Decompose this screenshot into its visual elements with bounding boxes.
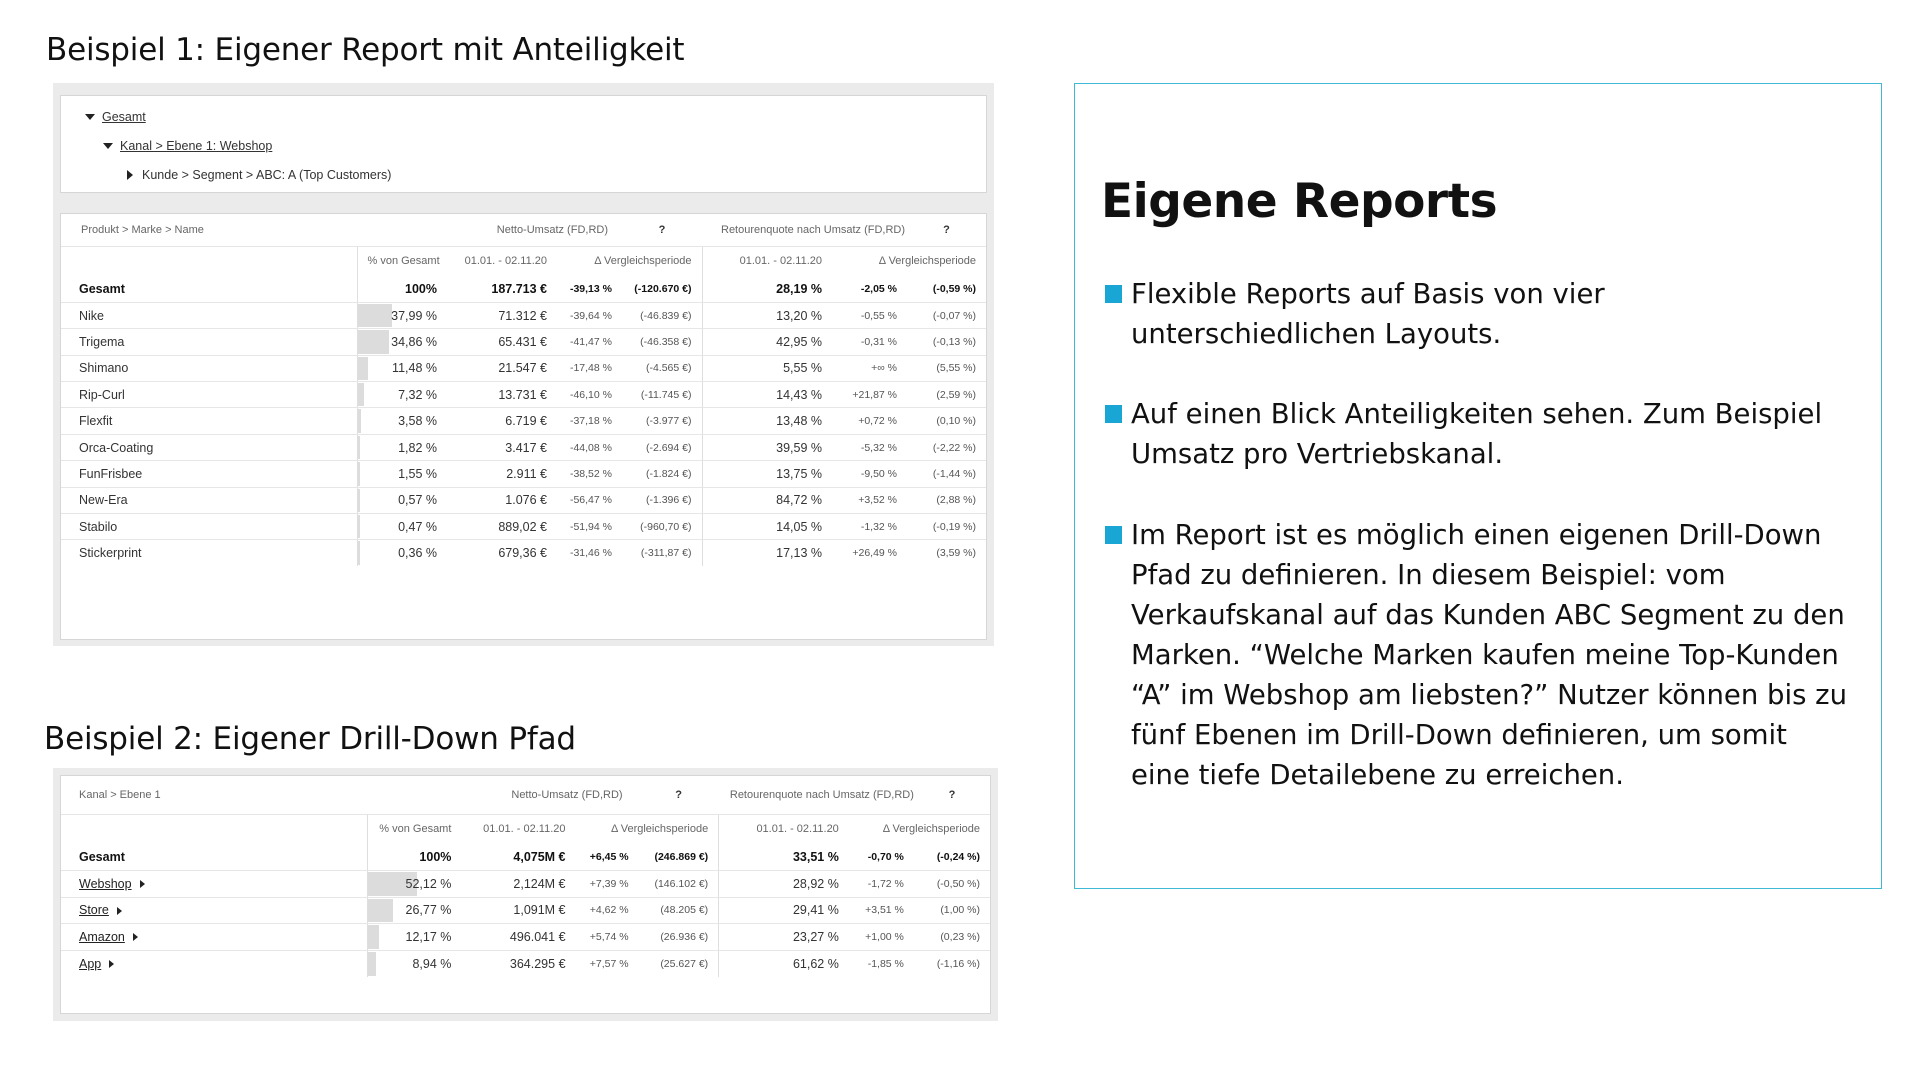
row-name: Stickerprint (79, 546, 142, 561)
return-rate: 28,19 % (702, 276, 832, 302)
rate-delta: -5,32 % (832, 434, 907, 460)
revenue-value: 3.417 € (447, 434, 557, 460)
info-bullet-3: Im Report ist es möglich einen eigenen Drill-Down Pfad zu definieren. In diesem Beispiel: vom Verkaufskanal auf das Kunden ABC Segment zu den Marken. “Welche Marken kaufen meine Top-Kunden “A” im Webshop am liebsten?” Nutzer können bis zu fünf Ebenen im Drill-Down definieren, um somit eine tiefe Detailebene zu erreichen. (1131, 515, 1851, 795)
help-icon[interactable]: ? (907, 214, 986, 246)
share-bar (358, 330, 389, 353)
rate-delta: +3,51 % (849, 897, 914, 924)
report-table-1 (60, 213, 987, 640)
delta-absolute: (-120.670 €) (622, 276, 702, 302)
revenue-value: 187.713 € (447, 276, 557, 302)
rate-delta: +1,00 % (849, 924, 914, 951)
rate-delta-absolute: (-0,13 %) (907, 329, 986, 355)
dimension-label: Kanal > Ebene 1 (61, 776, 367, 814)
return-rate: 13,75 % (702, 461, 832, 487)
table-row[interactable] (61, 434, 986, 460)
share-bar (358, 515, 360, 538)
table-row[interactable] (61, 924, 990, 951)
revenue-value: 71.312 € (447, 302, 557, 328)
table-header-metrics (61, 214, 986, 246)
dimension-label: Produkt > Marke > Name (61, 214, 357, 246)
rate-delta-absolute: (-2,22 %) (907, 434, 986, 460)
return-rate: 33,51 % (719, 844, 849, 871)
rate-delta: -0,55 % (832, 302, 907, 328)
return-rate: 61,62 % (719, 950, 849, 977)
row-name: Shimano (61, 355, 357, 381)
drilldown-breadcrumb (60, 95, 987, 193)
row-name[interactable]: Amazon (61, 924, 367, 951)
example2-screenshot (53, 768, 998, 1021)
rate-delta-absolute: (-0,19 %) (907, 514, 986, 540)
share-cell: 8,94 % (367, 950, 461, 977)
rate-delta-absolute: (2,59 %) (907, 382, 986, 408)
delta-percent: -56,47 % (557, 487, 622, 513)
share-cell: 37,99 % (357, 302, 447, 328)
share-cell: 0,47 % (357, 514, 447, 540)
share-bar (358, 489, 360, 512)
table-row[interactable] (61, 514, 986, 540)
delta-absolute: (146.102 €) (639, 871, 719, 898)
expand-down-icon (85, 114, 95, 120)
delta-percent: +6,45 % (576, 844, 639, 871)
share-bar (358, 436, 360, 459)
rate-delta: +21,87 % (832, 382, 907, 408)
example1-heading: Beispiel 1: Eigener Report mit Anteiligkeit (46, 32, 685, 68)
delta-percent: -46,10 % (557, 382, 622, 408)
col-delta: Δ Vergleichsperiode (594, 255, 692, 268)
return-rate: 13,48 % (702, 408, 832, 434)
rate-delta: -1,85 % (867, 957, 904, 970)
bullet-square-icon (1105, 405, 1122, 423)
col-share: % von Gesamt (367, 814, 461, 844)
delta-absolute: (-1.824 €) (622, 461, 702, 487)
row-name[interactable]: App (61, 950, 367, 977)
drill-down-arrow-icon[interactable] (140, 880, 145, 888)
delta-absolute: (48.205 €) (639, 897, 719, 924)
drill-down-arrow-icon[interactable] (133, 933, 138, 941)
row-name: Nike (61, 302, 357, 328)
expand-down-icon (103, 143, 113, 149)
delta-percent: -31,46 % (569, 547, 612, 560)
rate-delta-absolute: (3,59 %) (936, 547, 977, 560)
breadcrumb-level-1[interactable]: Kanal > Ebene 1: Webshop (103, 139, 272, 153)
return-rate: 42,95 % (702, 329, 832, 355)
table-row[interactable] (61, 329, 986, 355)
table-row[interactable] (61, 897, 990, 924)
row-name: Gesamt (61, 844, 367, 871)
revenue-value: 65.431 € (447, 329, 557, 355)
rate-delta-absolute: (0,23 %) (914, 924, 990, 951)
share-cell: 0,57 % (357, 487, 447, 513)
delta-absolute: (26.936 €) (639, 924, 719, 951)
share-cell: 100% (367, 844, 461, 871)
share-cell: 3,58 % (357, 408, 447, 434)
delta-absolute: (-2.694 €) (622, 434, 702, 460)
revenue-value: 1,091M € (461, 897, 575, 924)
bullet-square-icon (1105, 285, 1122, 303)
row-name: Flexfit (61, 408, 357, 434)
share-cell: 7,32 % (357, 382, 447, 408)
delta-percent: +7,39 % (576, 871, 639, 898)
return-rate: 84,72 % (702, 487, 832, 513)
info-bullet-1: Flexible Reports auf Basis von vier unterschiedlichen Layouts. (1131, 274, 1851, 354)
delta-absolute: (246.869 €) (639, 844, 719, 871)
col-period: 01.01. - 02.11.20 (702, 246, 832, 276)
delta-absolute: (-46.839 €) (622, 302, 702, 328)
delta-percent: -51,94 % (557, 514, 622, 540)
table-header-columns (61, 814, 990, 844)
return-rate: 28,92 % (719, 871, 849, 898)
rate-delta-absolute: (0,10 %) (907, 408, 986, 434)
bullet-square-icon (1105, 526, 1122, 544)
table-row[interactable] (61, 302, 986, 328)
return-rate: 14,05 % (702, 514, 832, 540)
delta-percent: +7,57 % (589, 957, 629, 970)
delta-percent: -38,52 % (557, 461, 622, 487)
row-name: Gesamt (61, 276, 357, 302)
example2-heading: Beispiel 2: Eigener Drill-Down Pfad (44, 721, 576, 757)
revenue-value: 6.719 € (447, 408, 557, 434)
metric-label-revenue: Netto-Umsatz (FD,RD) (367, 776, 638, 814)
share-cell: 34,86 % (357, 329, 447, 355)
share-bar (368, 952, 376, 976)
return-rate: 29,41 % (719, 897, 849, 924)
share-cell: 1,55 % (357, 461, 447, 487)
rate-delta: -0,70 % (849, 844, 914, 871)
table-row[interactable] (61, 355, 986, 381)
delta-percent: +5,74 % (576, 924, 639, 951)
share-cell: 100% (357, 276, 447, 302)
rate-delta-absolute: (2,88 %) (907, 487, 986, 513)
table-row[interactable] (61, 382, 986, 408)
share-cell: 0,36 % (357, 540, 447, 566)
rate-delta: +3,52 % (832, 487, 907, 513)
help-icon[interactable]: ? (914, 776, 990, 814)
rate-delta: -2,05 % (832, 276, 907, 302)
table-header-columns (61, 246, 986, 276)
rate-delta-absolute: (-0,24 %) (914, 844, 990, 871)
share-bar (358, 541, 360, 565)
delta-absolute: (-46.358 €) (622, 329, 702, 355)
col-delta: Δ Vergleichsperiode (878, 255, 977, 268)
col-period: 01.01. - 02.11.20 (464, 255, 547, 268)
breadcrumb-level-0[interactable]: Gesamt (85, 110, 146, 124)
revenue-value: 364.295 € (509, 956, 566, 971)
rate-delta-absolute: (-1,16 %) (936, 957, 980, 970)
breadcrumb-level-2[interactable]: Kunde > Segment > ABC: A (Top Customers) (127, 168, 391, 182)
table-row[interactable] (61, 950, 990, 977)
rate-delta-absolute: (5,55 %) (907, 355, 986, 381)
revenue-value: 1.076 € (447, 487, 557, 513)
col-period: 01.01. - 02.11.20 (719, 814, 849, 844)
metric-label-returns: Retourenquote nach Umsatz (FD,RD) (702, 214, 907, 246)
table-row[interactable] (61, 871, 990, 898)
delta-absolute: (-960,70 €) (622, 514, 702, 540)
rate-delta: -9,50 % (832, 461, 907, 487)
return-rate: 13,20 % (702, 302, 832, 328)
delta-absolute: (-1.396 €) (622, 487, 702, 513)
col-period: 01.01. - 02.11.20 (483, 823, 566, 836)
example1-screenshot (53, 83, 994, 646)
row-name[interactable]: Store (61, 897, 367, 924)
table-row[interactable] (61, 487, 986, 513)
share-cell: 1,82 % (357, 434, 447, 460)
row-name: Rip-Curl (61, 382, 357, 408)
return-rate: 39,59 % (702, 434, 832, 460)
col-share: % von Gesamt (357, 246, 447, 276)
delta-absolute: (25.627 €) (660, 957, 709, 970)
table-row-total[interactable] (61, 276, 986, 302)
metric-label-revenue: Netto-Umsatz (FD,RD) (357, 214, 622, 246)
share-bar (368, 899, 393, 923)
delta-absolute: (-11.745 €) (622, 382, 702, 408)
row-name: Orca-Coating (61, 434, 357, 460)
drill-down-arrow-icon[interactable] (117, 907, 122, 915)
revenue-value: 889,02 € (447, 514, 557, 540)
return-rate: 14,43 % (702, 382, 832, 408)
metric-label-returns: Retourenquote nach Umsatz (FD,RD) (719, 776, 914, 814)
rate-delta: +0,72 % (832, 408, 907, 434)
help-icon[interactable]: ? (622, 214, 702, 246)
row-name: Trigema (61, 329, 357, 355)
delta-percent: -44,08 % (557, 434, 622, 460)
share-cell: 11,48 % (357, 355, 447, 381)
rate-delta: -0,31 % (832, 329, 907, 355)
share-bar (358, 357, 368, 380)
table-header-metrics (61, 776, 990, 814)
rate-delta-absolute: (1,00 %) (914, 897, 990, 924)
share-cell: 52,12 % (367, 871, 461, 898)
revenue-value: 13.731 € (447, 382, 557, 408)
table-row[interactable] (61, 461, 986, 487)
delta-percent: -37,18 % (557, 408, 622, 434)
revenue-value: 21.547 € (447, 355, 557, 381)
info-box (1074, 83, 1882, 889)
table-row[interactable] (61, 540, 986, 566)
rate-delta-absolute: (-0,59 %) (907, 276, 986, 302)
delta-absolute: (-311,87 €) (640, 547, 692, 560)
row-name: FunFrisbee (61, 461, 357, 487)
share-bar (358, 304, 392, 327)
delta-percent: -17,48 % (557, 355, 622, 381)
rate-delta-absolute: (-0,50 %) (914, 871, 990, 898)
return-rate: 5,55 % (702, 355, 832, 381)
delta-absolute: (-3.977 €) (622, 408, 702, 434)
info-title: Eigene Reports (1101, 174, 1498, 229)
share-cell: 12,17 % (367, 924, 461, 951)
share-bar (358, 462, 360, 485)
rate-delta: -1,32 % (832, 514, 907, 540)
rate-delta: +26,49 % (852, 547, 898, 560)
rate-delta: +∞ % (832, 355, 907, 381)
revenue-value: 2,124M € (461, 871, 575, 898)
row-name[interactable]: Webshop (61, 871, 367, 898)
row-name: Stabilo (61, 514, 357, 540)
report-table-2 (60, 775, 991, 1014)
delta-percent: -41,47 % (557, 329, 622, 355)
table-row[interactable] (61, 408, 986, 434)
info-bullet-2: Auf einen Blick Anteiligkeiten sehen. Zum Beispiel Umsatz pro Vertriebskanal. (1131, 394, 1851, 474)
rate-delta-absolute: (-0,07 %) (907, 302, 986, 328)
col-delta: Δ Vergleichsperiode (882, 823, 980, 836)
table-row-total[interactable] (61, 844, 990, 871)
share-cell: 26,77 % (367, 897, 461, 924)
rate-delta: -1,72 % (849, 871, 914, 898)
share-bar (358, 409, 361, 432)
drill-down-arrow-icon[interactable] (109, 960, 114, 968)
delta-absolute: (-4.565 €) (622, 355, 702, 381)
delta-percent: -39,64 % (557, 302, 622, 328)
return-rate: 23,27 % (719, 924, 849, 951)
revenue-value: 4,075M € (461, 844, 575, 871)
expand-right-icon (127, 170, 133, 180)
delta-percent: +4,62 % (576, 897, 639, 924)
share-bar (358, 383, 365, 406)
share-bar (368, 925, 379, 949)
help-icon[interactable]: ? (639, 776, 719, 814)
row-name: New-Era (61, 487, 357, 513)
return-rate: 17,13 % (702, 540, 832, 566)
rate-delta-absolute: (-1,44 %) (907, 461, 986, 487)
revenue-value: 2.911 € (447, 461, 557, 487)
delta-percent: -39,13 % (557, 276, 622, 302)
col-delta: Δ Vergleichsperiode (610, 823, 709, 836)
revenue-value: 679,36 € (498, 546, 547, 561)
revenue-value: 496.041 € (461, 924, 575, 951)
